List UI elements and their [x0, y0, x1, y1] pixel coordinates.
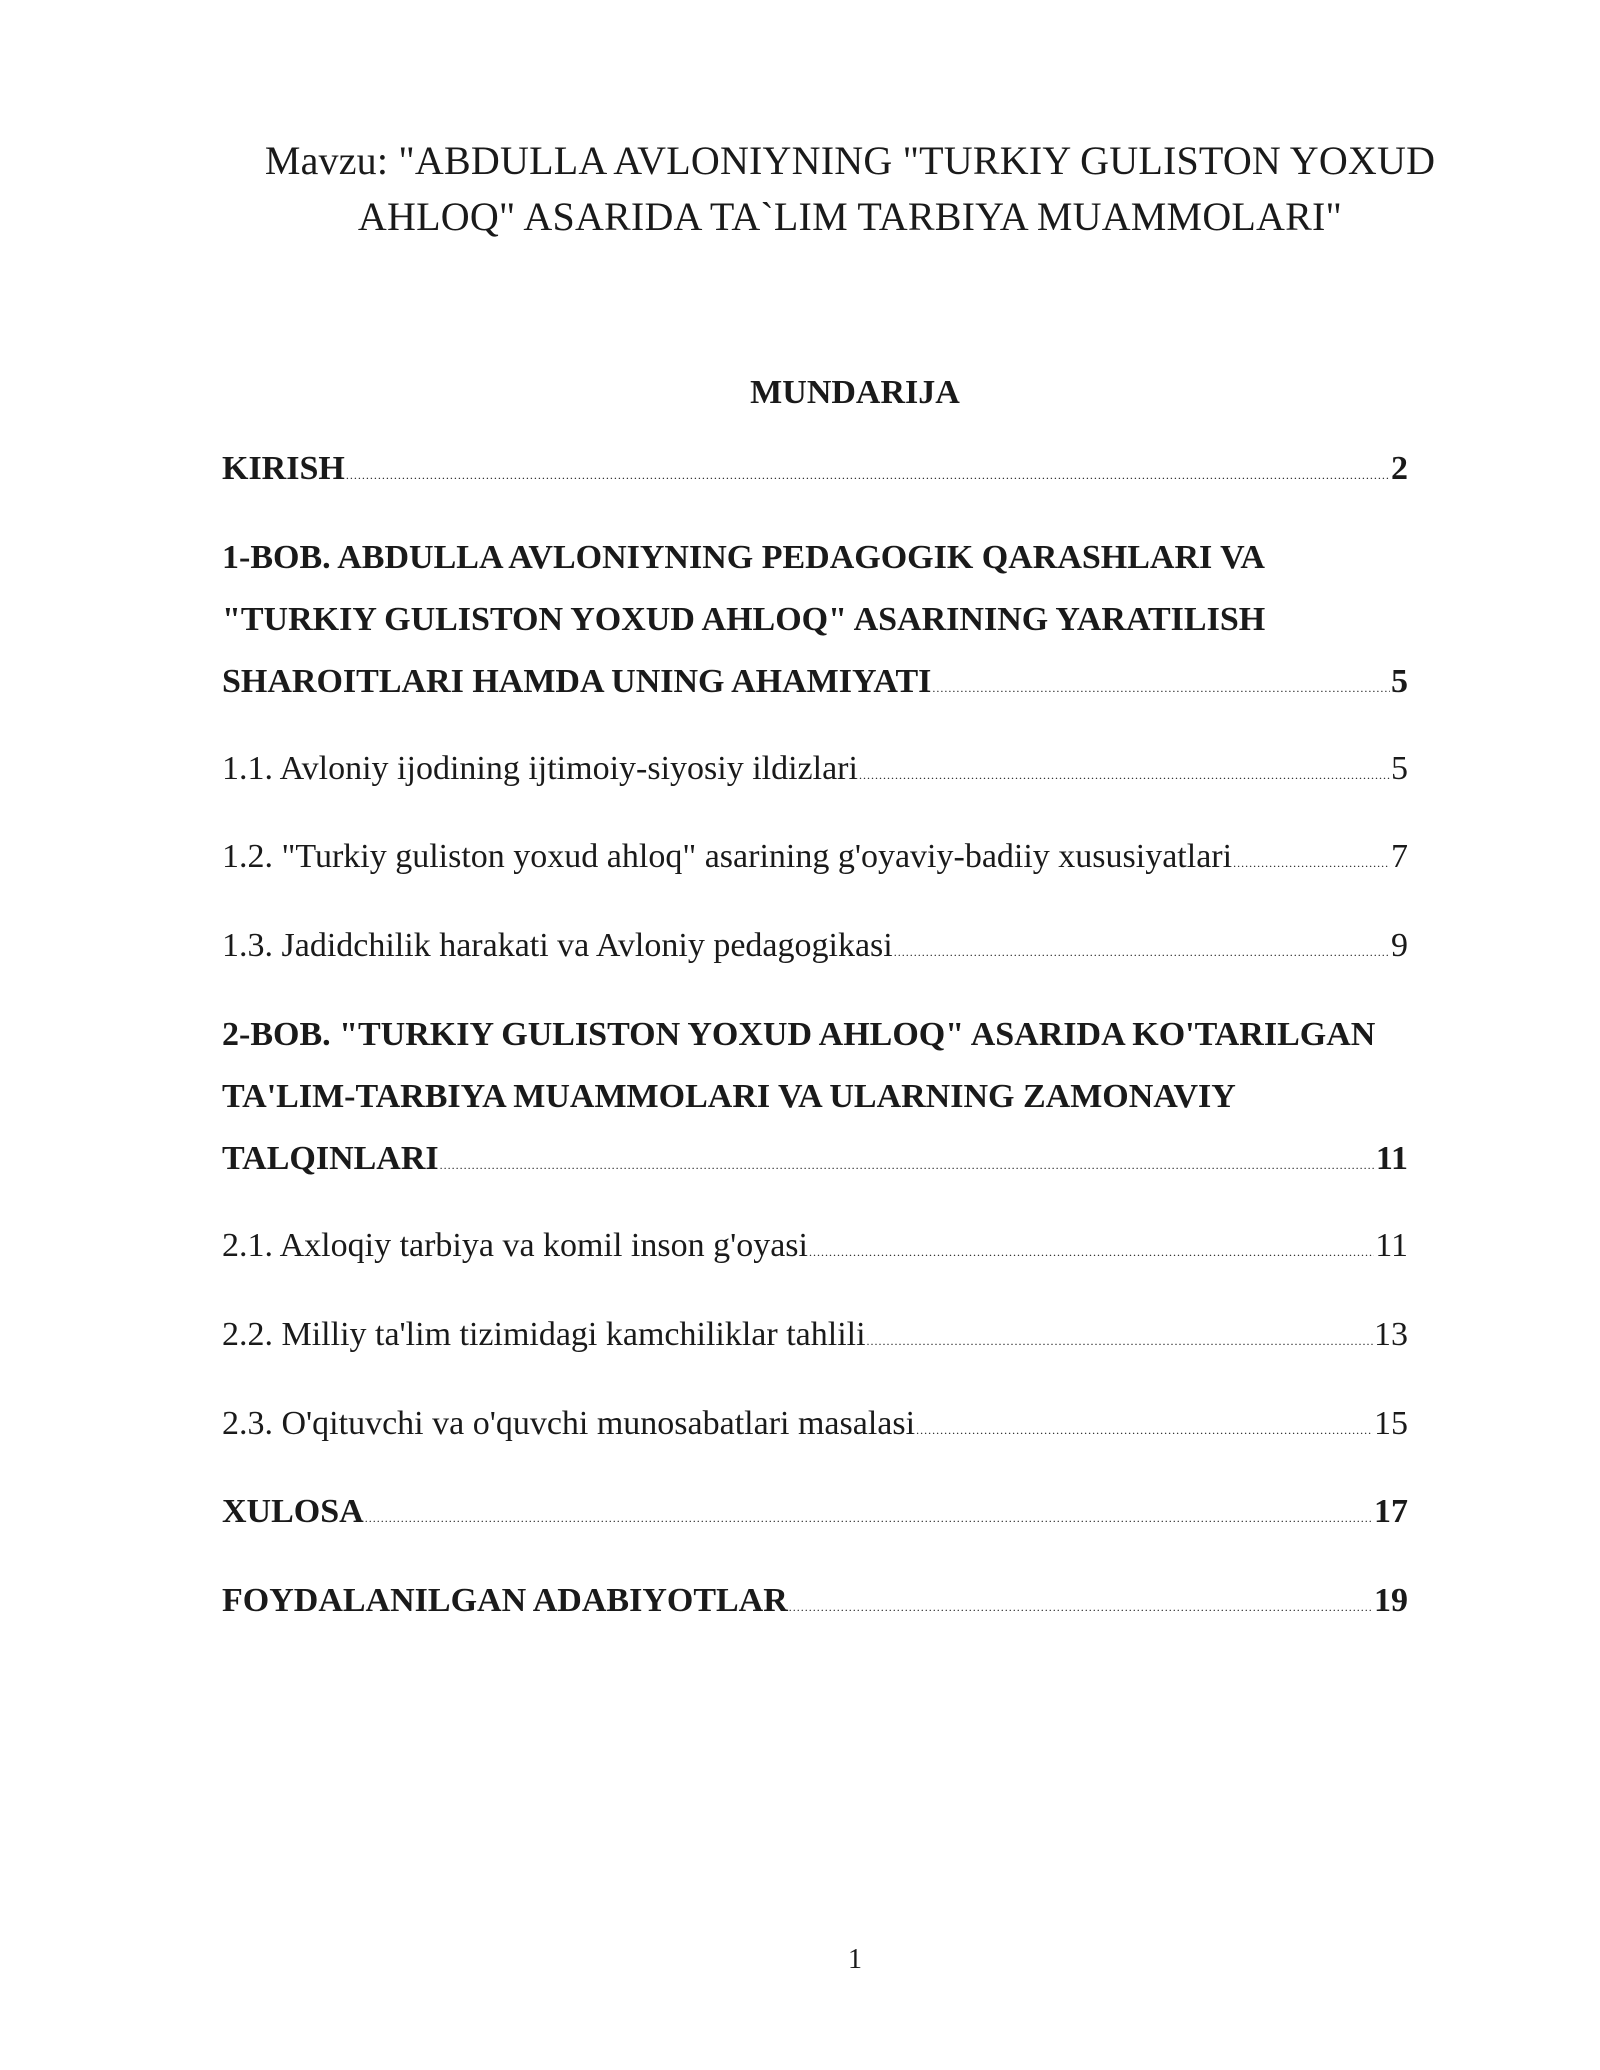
toc-dot-leader — [440, 1134, 1375, 1196]
toc-entry-page: 5 — [1391, 750, 1408, 787]
toc-entry-label: XULOSA — [222, 1493, 364, 1530]
toc-entry-section-2-1[interactable] — [222, 1215, 1408, 1283]
toc-dot-leader — [346, 444, 1390, 506]
toc-entry-label: KIRISH — [222, 450, 345, 487]
toc-entry-label-line: TA'LIM-TARBIYA MUAMMOLARI VA ULARNING ZAMONAVIY — [222, 1078, 1236, 1115]
toc-entry-page: 7 — [1391, 838, 1408, 875]
toc-dot-leader — [1233, 832, 1390, 894]
toc-entry-page: 17 — [1374, 1493, 1408, 1530]
toc-dot-leader — [894, 921, 1390, 983]
page-number: 1 — [848, 1944, 862, 1975]
toc-dot-leader — [916, 1399, 1373, 1461]
toc-entry-section-2-2[interactable] — [222, 1304, 1408, 1372]
toc-entry-label-line: 2-BOB. "TURKIY GULISTON YOXUD AHLOQ" ASARIDA KO'TARILGAN — [222, 1016, 1376, 1053]
toc-entry-label: 1.1. Avloniy ijodining ijtimoiy-siyosiy ildizlari — [222, 750, 858, 787]
toc-entry-page: 2 — [1391, 450, 1408, 487]
toc-entry-label: 2.3. O'qituvchi va o'quvchi munosabatlari masalasi — [222, 1405, 916, 1442]
toc-dot-leader — [809, 1221, 1374, 1283]
toc-entry-chapter-1[interactable] — [222, 527, 1408, 719]
toc-entry-page: 5 — [1391, 663, 1408, 700]
toc-entry-section-1-2[interactable] — [222, 826, 1408, 894]
toc-dot-leader — [859, 744, 1390, 806]
toc-entry-label: 1.3. Jadidchilik harakati va Avloniy pedagogikasi — [222, 927, 893, 964]
toc-entry-xulosa[interactable] — [222, 1481, 1408, 1549]
title-line: Mavzu: "ABDULLA AVLONIYNING "TURKIY GULISTON YOXUD — [264, 138, 1436, 183]
toc-entry-page: 11 — [1375, 1140, 1408, 1177]
toc-entry-label-line: "TURKIY GULISTON YOXUD AHLOQ" ASARINING YARATILISH — [222, 601, 1266, 638]
toc-entry-page: 13 — [1374, 1316, 1408, 1353]
toc-entry-label: 1.2. "Turkiy guliston yoxud ahloq" asarining g'oyaviy-badiiy xususiyatlari — [222, 838, 1233, 875]
toc-entry-page: 19 — [1374, 1582, 1408, 1619]
toc-entry-page: 9 — [1391, 927, 1408, 964]
toc-entry-label-line: 1-BOB. ABDULLA AVLONIYNING PEDAGOGIK QARASHLARI VA — [222, 539, 1265, 576]
toc-entry-label: FOYDALANILGAN ADABIYOTLAR — [222, 1582, 788, 1619]
toc-entry-page: 15 — [1374, 1405, 1408, 1442]
toc-entry-section-2-3[interactable] — [222, 1393, 1408, 1461]
toc-entry-label: TALQINLARI — [222, 1140, 439, 1177]
toc-dot-leader — [365, 1487, 1373, 1549]
toc-dot-leader — [867, 1310, 1373, 1372]
toc-entry-label: 2.1. Axloqiy tarbiya va komil inson g'oyasi — [222, 1227, 808, 1264]
toc-entry-section-1-1[interactable] — [222, 738, 1408, 806]
toc-entry-label: 2.2. Milliy ta'lim tizimidagi kamchiliklar tahlili — [222, 1316, 866, 1353]
toc-entry-kirish[interactable] — [222, 438, 1408, 506]
toc-dot-leader — [789, 1576, 1373, 1638]
title-line: AHLOQ" ASARIDA TA`LIM TARBIYA MUAMMOLARI" — [357, 194, 1343, 239]
toc-entry-chapter-2[interactable] — [222, 1004, 1408, 1196]
toc-entry-label: SHAROITLARI HAMDA UNING AHAMIYATI — [222, 663, 932, 700]
toc-entry-references[interactable] — [222, 1570, 1408, 1638]
toc-heading: MUNDARIJA — [750, 374, 960, 411]
document-title — [200, 133, 1500, 245]
toc-entry-page: 11 — [1375, 1227, 1408, 1264]
toc-entry-section-1-3[interactable] — [222, 915, 1408, 983]
toc-dot-leader — [932, 657, 1390, 719]
